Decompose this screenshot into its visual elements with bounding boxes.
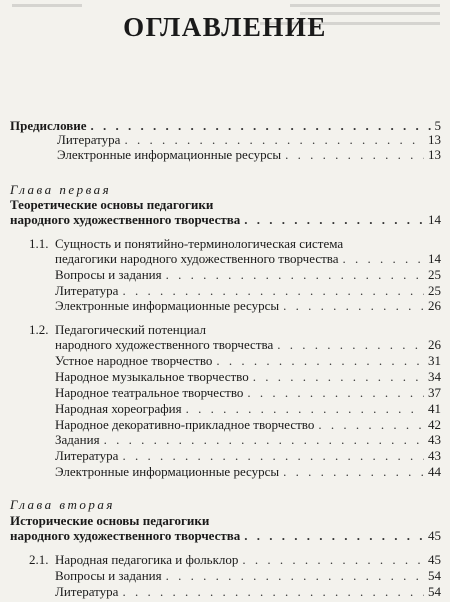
section-number: 1.1. [29,236,49,251]
toc-entry[interactable] [55,464,441,480]
page-number: 5 [434,118,441,133]
page-number: 44 [428,464,441,479]
page-number: 14 [428,251,441,266]
entry-label: Предисловие [10,118,87,133]
entry-label: народного художественного творчества [10,212,241,227]
dot-leader [242,552,424,568]
toc-entry[interactable] [55,448,441,464]
entry-label: Народное музыкальное творчество [55,369,249,384]
page-number: 25 [428,283,441,298]
dot-leader [166,568,424,584]
entry-label: Литература [55,283,119,298]
entry-label: Литература [55,584,119,599]
toc-entry[interactable] [55,385,441,401]
entry-label: Литература [55,448,119,463]
dot-leader [216,353,424,369]
page-number: 13 [428,132,441,147]
chapter-title: Теоретические основы педагогики [10,197,214,212]
dot-leader [124,132,424,148]
entry-label: Задания [55,432,100,447]
dot-leader [283,464,424,480]
toc-entry[interactable] [55,353,441,369]
section-number: 2.1. [29,552,49,567]
toc-entry[interactable] [55,369,441,385]
page-number: 41 [428,401,441,416]
page-number: 45 [428,528,441,543]
entry-label: народного художественного творчества [55,337,274,352]
entry-label: Электронные информационные ресурсы [55,298,280,313]
page-number: 34 [428,369,441,384]
chapter-title: Исторические основы педагогики [10,513,210,528]
dot-leader [277,337,424,353]
section-title [29,322,206,338]
toc-entry-section[interactable] [55,251,441,267]
page-number: 13 [428,147,441,162]
section-label: Сущность и понятийно-терминологическая система [55,236,344,251]
page-number: 31 [428,353,441,368]
page-number: 26 [428,337,441,352]
dot-leader [122,448,424,464]
toc-entry[interactable] [55,584,441,600]
page-number: 42 [428,417,441,432]
toc-entry-chapter1[interactable] [10,212,441,228]
dot-leader [285,147,424,163]
page-number: 14 [428,212,441,227]
dot-leader [318,417,424,433]
page-number: 37 [428,385,441,400]
dot-leader [253,369,424,385]
toc-entry[interactable] [57,132,441,148]
entry-label: Литература [57,132,121,147]
page-number: 26 [428,298,441,313]
entry-label [29,552,238,568]
page-number: 54 [428,584,441,599]
page-number: 45 [428,552,441,567]
entry-label: Электронные информационные ресурсы [57,147,282,162]
toc-entry[interactable] [55,432,441,448]
toc-entry[interactable] [55,401,441,417]
section-label: Педагогический потенциал [55,322,207,337]
toc-entry-chapter2[interactable] [10,528,441,544]
entry-label: Народное театральное творчество [55,385,244,400]
dot-leader [122,584,424,600]
dot-leader [166,267,424,283]
entry-label: Вопросы и задания [55,267,162,282]
page-number: 43 [428,432,441,447]
dot-leader [122,283,424,299]
page-number: 54 [428,568,441,583]
dot-leader [104,432,424,448]
entry-label: Вопросы и задания [55,568,162,583]
section-title [29,236,343,252]
entry-label: Устное народное творчество [55,353,213,368]
chapter-heading: Глава первая [10,182,112,197]
toc-entry[interactable] [55,283,441,299]
entry-label: Народная хореография [55,401,182,416]
toc-entry[interactable] [55,298,441,314]
entry-label: Народное декоративно-прикладное творчество [55,417,315,432]
entry-label: Электронные информационные ресурсы [55,464,280,479]
page-title: ОГЛАВЛЕНИЕ [123,12,327,42]
toc-entry-section[interactable] [55,337,441,353]
entry-label: педагогики народного художественного творчества [55,251,339,266]
entry-label: народного художественного творчества [10,528,241,543]
toc-entry[interactable] [55,417,441,433]
dot-leader [343,251,424,267]
toc-entry-section[interactable] [29,552,441,568]
page-number: 43 [428,448,441,463]
dot-leader [186,401,424,417]
page-number: 25 [428,267,441,282]
dot-leader [283,298,424,314]
section-label: Народная педагогика и фольклор [55,552,239,567]
toc-entry[interactable] [55,267,441,283]
chapter-heading: Глава вторая [10,497,115,512]
dot-leader [247,385,424,401]
toc-entry[interactable] [55,568,441,584]
section-number: 1.2. [29,322,49,337]
toc-entry[interactable] [57,147,441,163]
dot-leader [244,212,424,228]
dot-leader [244,528,424,544]
